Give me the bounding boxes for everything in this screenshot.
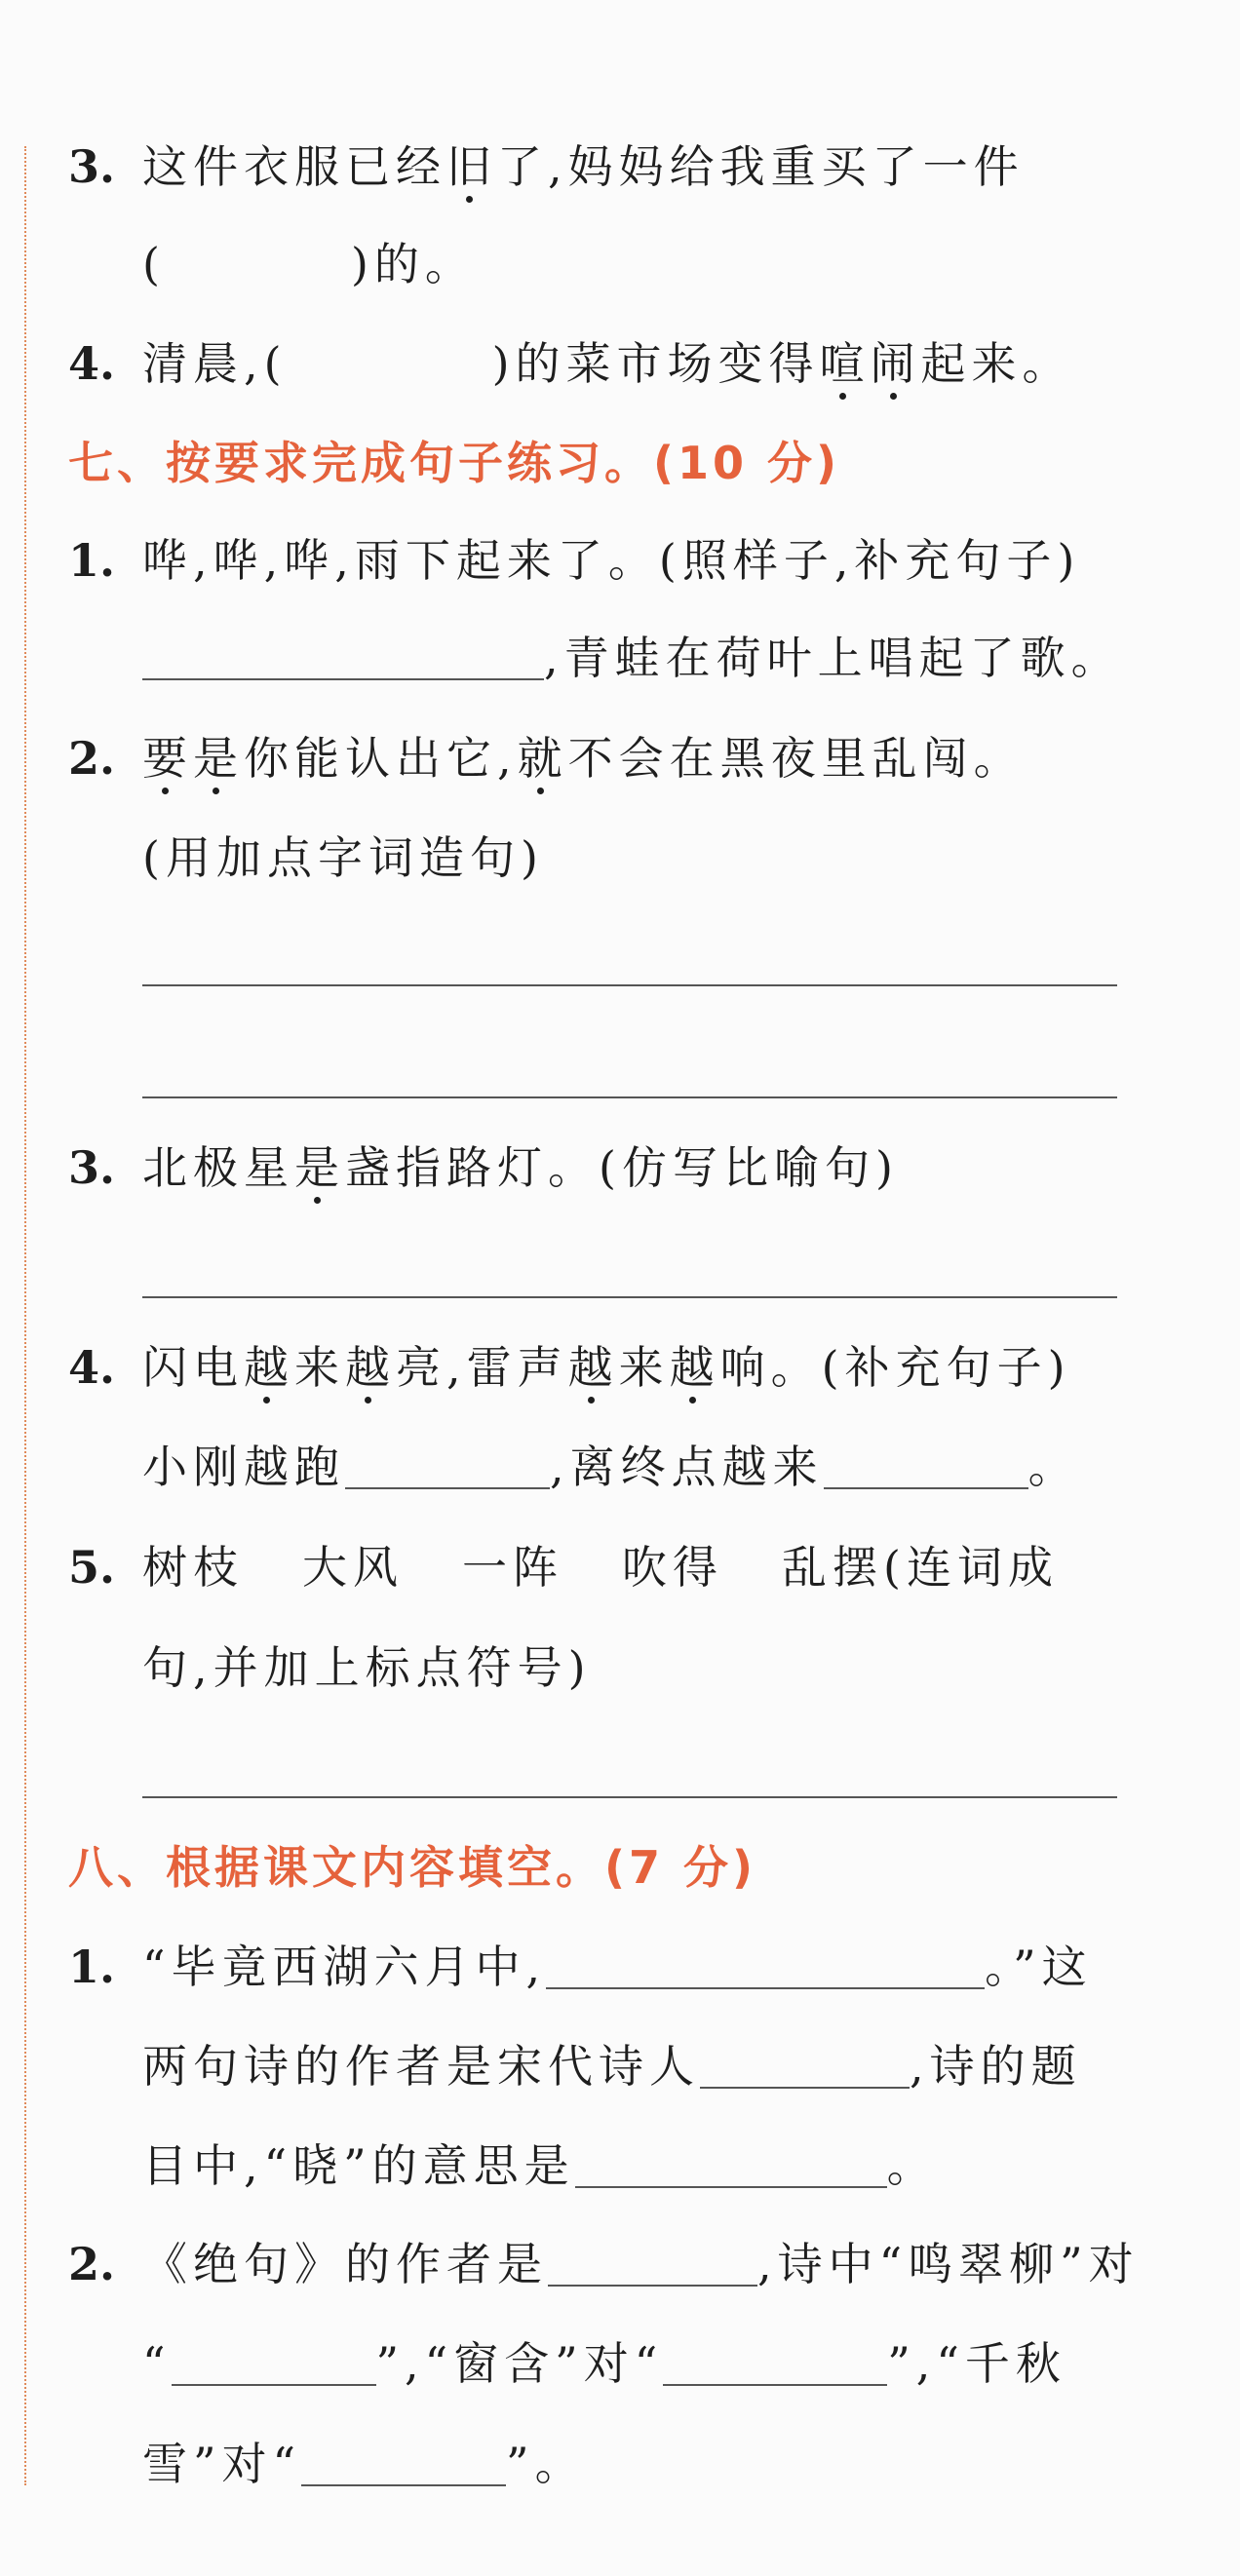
dotted-char: 是	[294, 1141, 345, 1194]
word: 乱摆(连词成	[782, 1541, 1059, 1594]
text: “	[142, 2337, 172, 2390]
answer-blank[interactable]	[663, 2345, 887, 2386]
section-title: 七、按要求完成句子练习。	[68, 437, 653, 489]
text: 哗,哗,哗,雨下起来了。(照样子,补充句子)	[142, 534, 1081, 587]
section-score: (10 分)	[653, 437, 841, 489]
text: 清晨,(	[142, 337, 288, 390]
answer-blank[interactable]	[575, 2147, 887, 2188]
item-number: 5.	[68, 1541, 116, 1594]
item-number: 4.	[68, 1341, 116, 1394]
text: ,青蛙在荷叶上唱起了歌。	[544, 632, 1122, 684]
text: )的菜市场变得	[491, 337, 820, 390]
text: 。	[1027, 1441, 1079, 1493]
item-number: 3.	[68, 140, 116, 193]
text: 来	[618, 1341, 670, 1394]
text: ”,“千秋	[887, 2337, 1066, 2390]
answer-line[interactable]	[142, 984, 1117, 986]
text: (用加点字词造句)	[142, 831, 544, 884]
s8-q2	[68, 2238, 1140, 2290]
answer-blank[interactable]	[345, 1448, 550, 1489]
text: ,离终点越来	[550, 1441, 824, 1493]
s7-q1	[68, 534, 1081, 587]
text: ”。	[506, 2438, 586, 2490]
item-number: 2.	[68, 732, 116, 785]
section7-heading	[68, 437, 841, 489]
s7-q5-line2	[142, 1641, 592, 1694]
section-score: (7 分)	[604, 1841, 757, 1894]
item-number: 3.	[68, 1141, 116, 1194]
item-number: 2.	[68, 2238, 116, 2290]
text: 小刚越跑	[142, 1441, 345, 1493]
s8-q2-line2	[142, 2337, 1066, 2390]
s8-q1-line3	[142, 2139, 938, 2192]
text: 两句诗的作者是宋代诗人	[142, 2040, 700, 2093]
answer-blank[interactable]	[824, 1448, 1028, 1489]
text: 这件衣服已经	[142, 140, 446, 193]
dotted-char: 喧	[819, 337, 871, 390]
text: 雪”对“	[142, 2438, 302, 2490]
item-number: 4.	[68, 337, 116, 390]
dotted-char: 闹	[870, 337, 921, 390]
s7-q1-line2	[142, 632, 1122, 684]
s8-q1	[68, 1941, 1093, 1993]
answer-blank[interactable]	[546, 1948, 985, 1989]
s7-q4-line2	[142, 1441, 1079, 1493]
text: 来	[294, 1341, 345, 1394]
text: 不会在黑夜里乱闯。	[567, 732, 1025, 785]
word: 树枝	[142, 1541, 244, 1594]
text: 。	[886, 2139, 938, 2192]
answer-blank[interactable]	[700, 2048, 910, 2089]
paren-open: (	[142, 238, 166, 290]
q6-item4	[68, 337, 1073, 390]
item-number: 1.	[68, 534, 116, 587]
text: 亮,雷声	[396, 1341, 568, 1394]
text: 句,并加上标点符号)	[142, 1641, 592, 1694]
s7-q3	[68, 1141, 899, 1194]
section8-heading	[68, 1841, 757, 1894]
answer-blank[interactable]	[301, 2445, 506, 2486]
text: 目中,“晓”的意思是	[142, 2139, 575, 2192]
dotted-char: 是	[193, 732, 244, 785]
text: 起来。	[920, 337, 1073, 390]
answer-line[interactable]	[142, 1796, 1117, 1798]
answer-blank[interactable]	[172, 2345, 376, 2386]
s7-q2	[68, 732, 1025, 785]
dotted-char: 要	[142, 732, 193, 785]
word: 大风	[302, 1541, 404, 1594]
answer-line[interactable]	[142, 1296, 1117, 1298]
s8-q1-line2	[142, 2040, 1082, 2093]
dotted-char: 越	[244, 1341, 294, 1394]
text: 盏指路灯。(仿写比喻句)	[345, 1141, 899, 1194]
dotted-char: 旧	[446, 140, 497, 193]
q6-item3-line2	[142, 238, 476, 290]
section-title: 八、根据课文内容填空。	[68, 1841, 604, 1894]
dotted-char: 就	[517, 732, 568, 785]
answer-blank[interactable]	[548, 2246, 757, 2287]
word: 吹得	[622, 1541, 723, 1594]
s7-q4	[68, 1341, 1071, 1394]
text: 响。(补充句子)	[719, 1341, 1071, 1394]
dotted-char: 越	[345, 1341, 396, 1394]
text: )的。	[350, 238, 476, 290]
word: 一阵	[462, 1541, 563, 1594]
text: ,诗中“鸣翠柳”对	[757, 2238, 1140, 2290]
s7-q2-line2	[142, 831, 544, 884]
text: 。”这	[985, 1941, 1093, 1993]
text: ,诗的题	[910, 2040, 1082, 2093]
text: 你能认出它,	[244, 732, 518, 785]
text: 闪电	[142, 1341, 244, 1394]
text: 《绝句》的作者是	[142, 2238, 548, 2290]
text: ”,“窗含”对“	[375, 2337, 664, 2390]
item-number: 1.	[68, 1941, 116, 1993]
text: 北极星	[142, 1141, 294, 1194]
q6-item3	[68, 140, 1025, 193]
answer-blank[interactable]	[142, 639, 544, 680]
text: 了,妈妈给我重买了一件	[497, 140, 1025, 193]
dotted-char: 越	[567, 1341, 619, 1394]
text: “毕竟西湖六月中,	[142, 1941, 547, 1993]
s8-q2-line3	[142, 2438, 586, 2490]
dotted-char: 越	[669, 1341, 720, 1394]
answer-line[interactable]	[142, 1096, 1117, 1098]
margin-dotted-line	[24, 146, 26, 2485]
s7-q5	[68, 1541, 1059, 1594]
